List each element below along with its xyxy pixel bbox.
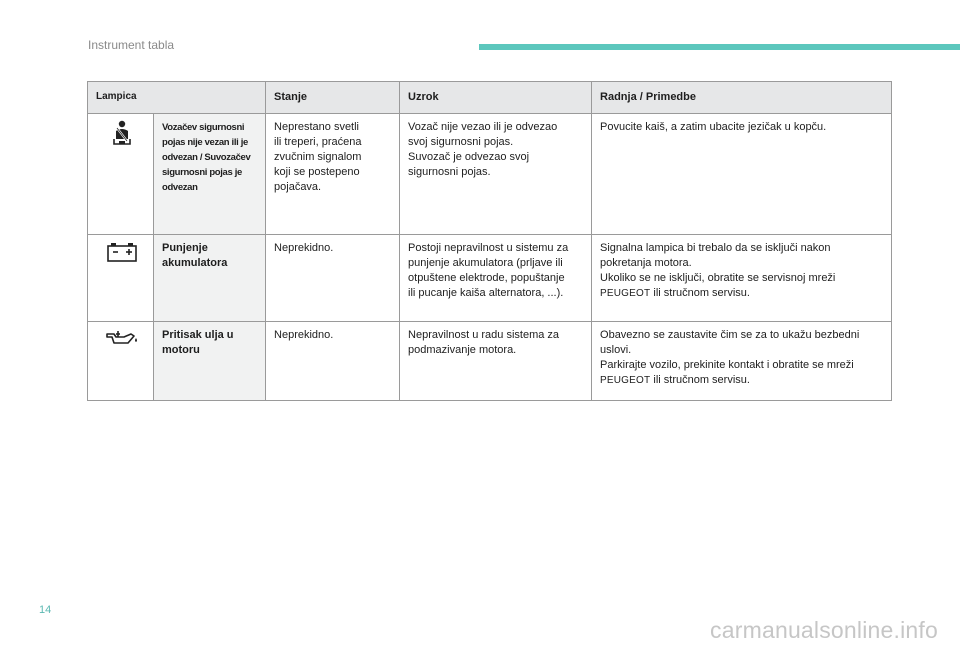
table-row <box>88 114 892 235</box>
action-tail: ili stručnom servisu. <box>650 374 750 386</box>
action-tail: ili stručnom servisu. <box>650 287 750 299</box>
icon-cell <box>88 114 154 235</box>
table-row <box>88 235 892 322</box>
action-cell: Povucite kaiš, a zatim ubacite jezičak u kopču. <box>592 114 892 235</box>
icon-cell <box>88 322 154 401</box>
section-title: Instrument tabla <box>88 38 175 52</box>
action-text: Obavezno se zaustavite čim se za to ukažu bezbedni uslovi. Parkirajte vozilo, prekinite kontakt i obratite se mreži <box>600 329 860 371</box>
page-number: 14 <box>39 604 52 616</box>
brand-name: PEUGEOT <box>600 288 651 299</box>
icon-cell <box>88 235 154 322</box>
header-cause: Uzrok <box>400 82 592 114</box>
table-row <box>88 322 892 401</box>
table-header-row <box>88 82 892 114</box>
state-cell: Neprekidno. <box>266 322 400 401</box>
lamp-name: Pritisak ulja u motoru <box>154 322 266 401</box>
header-lamp: Lampica <box>88 82 266 114</box>
header-action: Radnja / Primedbe <box>592 82 892 114</box>
action-text: Signalna lampica bi trebalo da se isključi nakon pokretanja motora. Ukoliko se ne isključi, obratite se servisnoj mreži <box>600 242 836 284</box>
header-state: Stanje <box>266 82 400 114</box>
warning-lights-table <box>87 81 892 401</box>
cause-cell: Postoji nepravilnost u sistemu za punjenje akumulatora (prljave ili otpuštene elektrode, popuštanje ili pucanje kaiša alternatora, ...). <box>400 235 592 322</box>
cause-cell: Vozač nije vezao ili je odvezao svoj sigurnosni pojas. Suvozač je odvezao svoj sigurnosni pojas. <box>400 114 592 235</box>
oil-pressure-icon <box>105 328 139 348</box>
state-cell: Neprekidno. <box>266 235 400 322</box>
state-cell: Neprestano svetli ili treperi, praćena zvučnim signalom koji se postepeno pojačava. <box>266 114 400 235</box>
lamp-name: Vozačev sigurnosni pojas nije vezan ili je odvezan / Suvozačev sigurnosni pojas je odvezan <box>154 114 266 235</box>
section-accent-bar <box>479 44 960 50</box>
brand-name: PEUGEOT <box>600 375 651 386</box>
action-cell <box>592 235 892 322</box>
lamp-name: Punjenje akumulatora <box>154 235 266 322</box>
watermark: carmanualsonline.info <box>710 617 938 643</box>
action-cell <box>592 322 892 401</box>
battery-icon <box>107 241 137 263</box>
cause-cell: Nepravilnost u radu sistema za podmazivanje motora. <box>400 322 592 401</box>
seatbelt-warning-icon <box>109 120 135 146</box>
